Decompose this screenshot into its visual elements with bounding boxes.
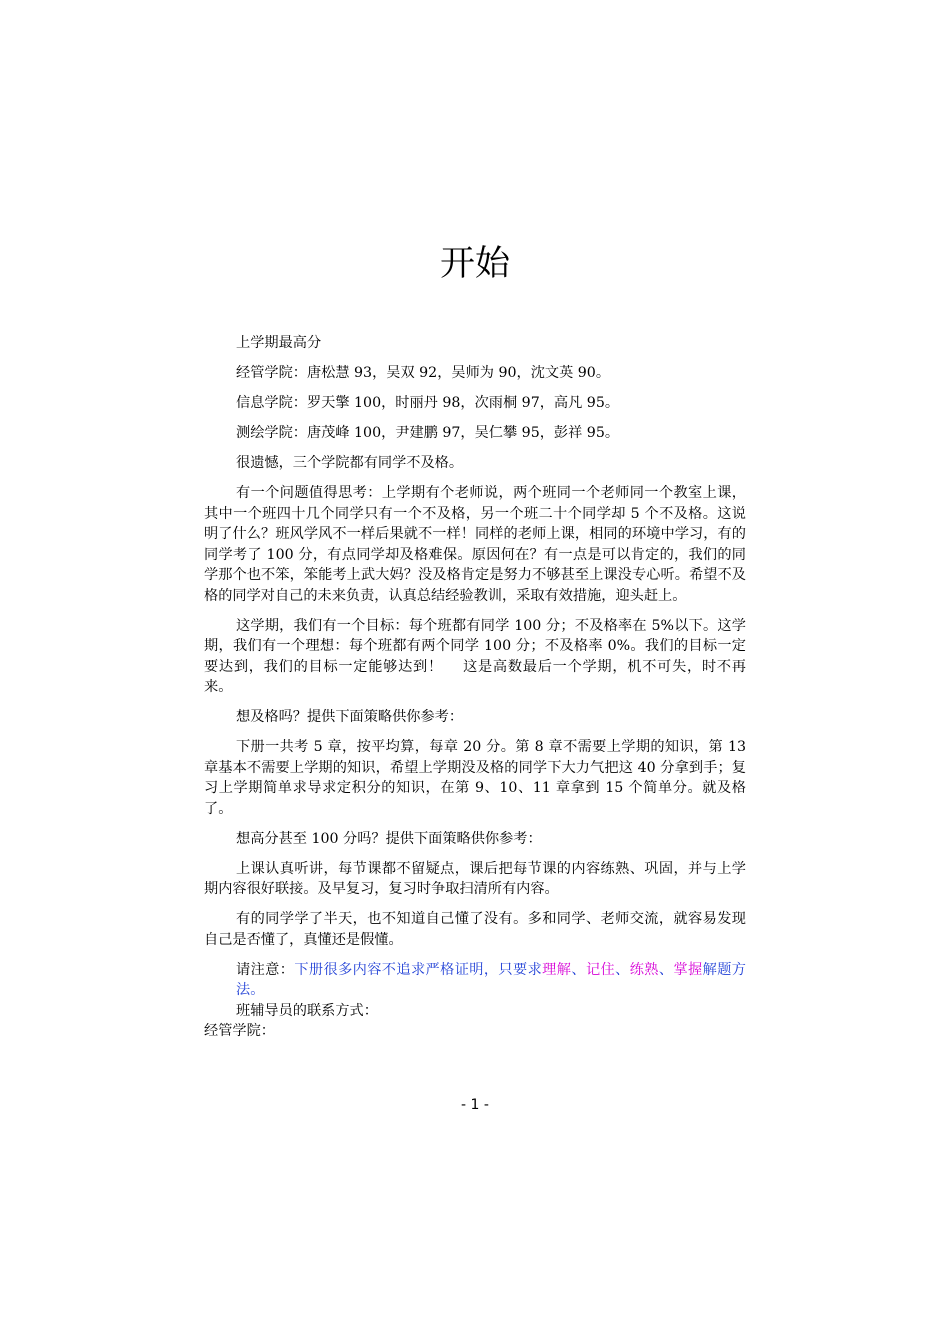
notice-keyword-practice: 练熟 (629, 961, 659, 978)
paragraph-high-score-strategy: 上课认真听讲，每节课都不留疑点，课后把每节课的内容练熟、巩固，并与上学期内容很好联接。及早复习，复习时争取扫清所有内容。 (204, 860, 746, 897)
notice-separator: 、 (571, 961, 586, 978)
notice-text-2: 解题方法。 (236, 961, 746, 998)
paragraph-scores-info: 信息学院：罗天擎 100，时丽丹 98，次雨桐 97，高凡 95。 (236, 395, 620, 411)
paragraph-communication: 有的同学学了半天，也不知道自己懂了没有。多和同学、老师交流，就容易发现自己是否懂了，真懂还是假懂。 (204, 911, 746, 948)
page-title: 开始 (439, 244, 510, 284)
paragraph-top-scores-heading: 上学期最高分 (236, 335, 322, 351)
document-body (204, 333, 746, 1042)
contact-heading: 班辅导员的联系方式： (236, 1002, 378, 1019)
paragraph-goals: 这学期，我们有一个目标：每个班都有同学 100 分；不及格率在 5%以下。这学期，我们有一个理想：每个班都有两个同学 100 分；不及格率 0%。我们的目标一定要达到，我们的目标一定能够达到！ 这是高数最后一个学期，机不可失，时不再来。 (204, 617, 746, 695)
notice-keyword-understand: 理解 (542, 961, 572, 978)
notice-separator: 、 (658, 961, 674, 978)
notice-label: 请注意： (236, 961, 295, 978)
paragraph-pass-question: 想及格吗？提供下面策略供你参考： (236, 709, 464, 725)
notice-keyword-remember: 记住 (585, 961, 616, 978)
paragraph-fail-note: 很遗憾，三个学院都有同学不及格。 (236, 455, 464, 471)
notice-keyword-master: 掌握 (673, 961, 703, 978)
contact-econ: 经管学院： (204, 1023, 275, 1039)
paragraph-pass-strategy: 下册一共考 5 章，按平均算，每章 20 分。第 8 章不需要上学期的知识，第 13 章基本不需要上学期的知识，希望上学期没及格的同学下大力气把这 40 分拿到手；复习上学期简单求导求定积分的知识，在第 9、10、11 章拿到 15 个简单分。就及格了。 (204, 739, 746, 817)
paragraph-high-score-question: 想高分甚至 100 分吗？提供下面策略供你参考： (236, 830, 542, 847)
notice-paragraph (204, 960, 746, 1001)
paragraph-reflection: 有一个问题值得思考：上学期有个老师说，两个班同一个老师同一个教室上课，其中一个班四十几个同学只有一个不及格，另一个班二十个同学却 5 个不及格。这说明了什么？班风学风不一样后果就不一样！同样的老师上课，相同的环境中学习，有的同学考了 100 分，有点同学却及格难保。原因何在？有一点是可以肯定的，我们的同学那个也不笨，笨能考上武大妈？没及格肯定是努力不够甚至上课没专心听。希望不及格的同学对自己的未来负责，认真总结经验教训，采取有效措施，迎头赶上。 (204, 485, 746, 604)
page-number: - 1 - (461, 1097, 489, 1113)
notice-text-1: 下册很多内容不追求严格证明，只要求 (294, 961, 543, 978)
paragraph-scores-survey: 测绘学院：唐茂峰 100，尹建鹏 97，吴仁攀 95，彭祥 95。 (236, 425, 620, 441)
notice-separator: 、 (615, 961, 630, 978)
paragraph-scores-econ: 经管学院：唐松慧 93，吴双 92，吴师为 90，沈文英 90。 (236, 365, 611, 381)
